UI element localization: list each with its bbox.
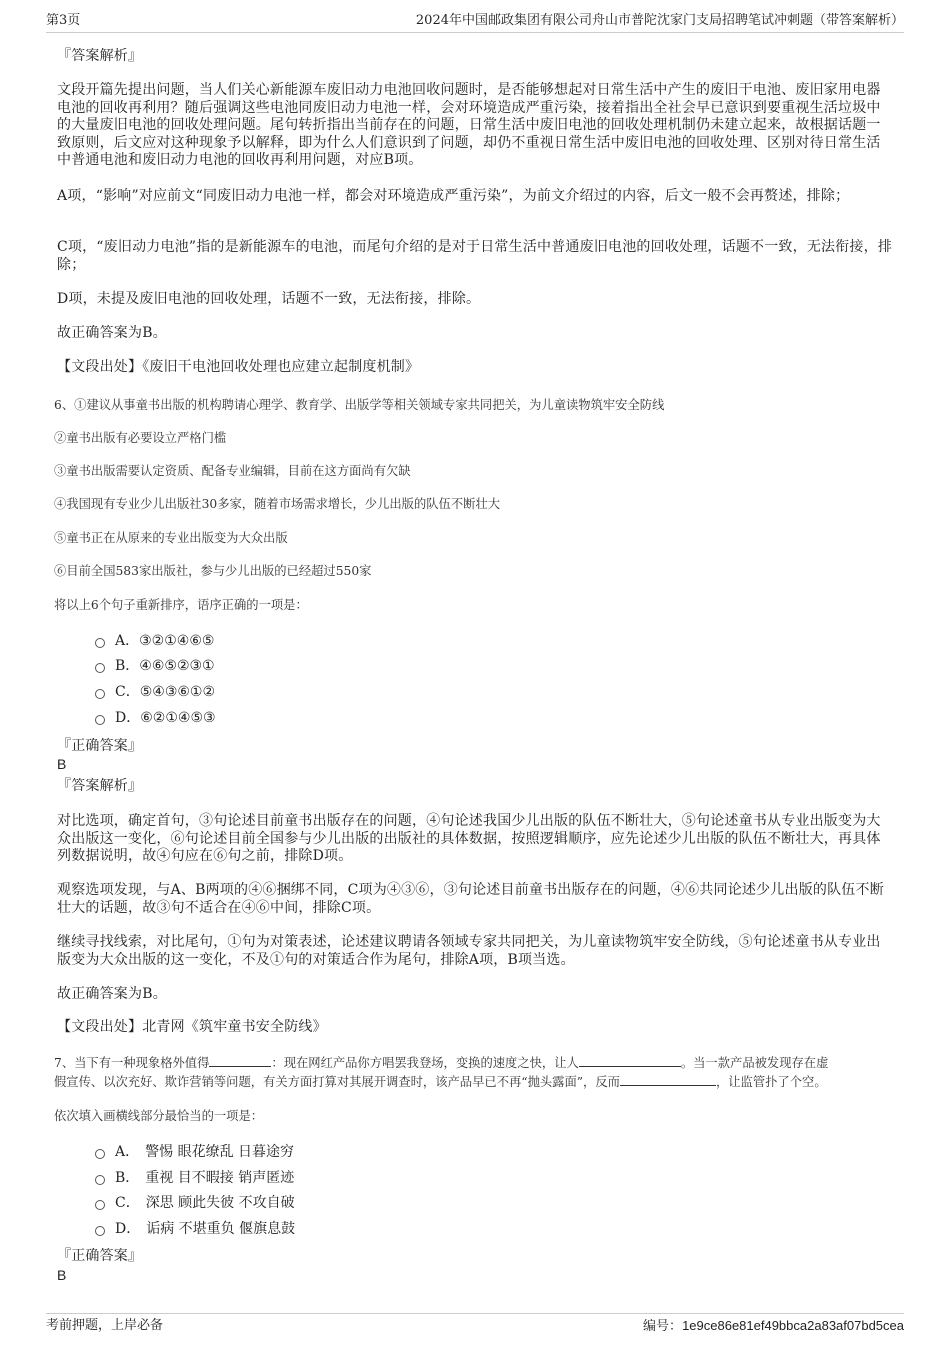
option-text: 深思 顾此失彼 不攻自破: [145, 1195, 295, 1211]
radio-icon[interactable]: [95, 1200, 105, 1210]
question-prompt: 将以上6个句子重新排序，语序正确的一项是：: [54, 598, 308, 612]
option-letter: D．: [115, 710, 141, 726]
option-b[interactable]: [95, 657, 595, 675]
sentence-item: ⑥目前全国583家出版社，参与少儿出版的已经超过550家: [54, 564, 372, 578]
conclusion: 故正确答案为B。: [57, 986, 167, 1002]
question-stem: [54, 1054, 894, 1092]
analysis-paragraph: 继续寻找线索，对比尾句，①句为对策表述，论述建议聘请各领域专家共同把关，为儿童读物筑牢安全防线，⑤句论述童书从专业出版变为大众出版的这一变化，不及①句的对策适合作为尾句，排除A项，B项当选。: [57, 934, 881, 968]
code-label: 编号：: [643, 1319, 683, 1334]
stem-part: ：现在网红产品你方唱罢我登场，变换的速度之快，让人: [271, 1056, 579, 1070]
radio-icon[interactable]: [95, 1226, 105, 1236]
stem-part: ，让监管扑了个空。: [715, 1075, 827, 1089]
page-footer: [46, 1313, 904, 1336]
option-c[interactable]: [95, 1194, 595, 1212]
stem-part: 7、当下有一种现象格外值得: [54, 1056, 210, 1070]
conclusion: 故正确答案为B。: [57, 325, 167, 341]
source-citation: 【文段出处】北青网《筑牢童书安全防线》: [57, 1019, 327, 1035]
footer-slogan: 考前押题，上岸必备: [46, 1318, 164, 1333]
question-stem: 6、①建议从事童书出版的机构聘请心理学、教育学、出版学等相关领域专家共同把关，为儿童读物筑牢安全防线: [54, 398, 665, 412]
sentence-item: ③童书出版需要认定资质、配备专业编辑，目前在这方面尚有欠缺: [54, 464, 411, 478]
option-text: 重视 目不暇接 销声匿迹: [145, 1170, 295, 1186]
option-d[interactable]: [95, 709, 595, 727]
radio-icon[interactable]: [95, 663, 105, 673]
stem-part: 假宣传、以次充好、欺诈营销等问题，有关方面打算对其展开调查时，该产品早已不再“抛头露面”，反而: [54, 1075, 620, 1089]
source-citation: 【文段出处】《废旧干电池回收处理也应建立起制度机制》: [57, 359, 420, 375]
document-title: 2024年中国邮政集团有限公司舟山市普陀沈家门支局招聘笔试冲刺题（带答案解析）: [415, 13, 904, 28]
radio-icon[interactable]: [95, 1149, 105, 1159]
answer-label: 『正确答案』: [57, 738, 143, 754]
option-a[interactable]: [95, 1143, 595, 1161]
option-text: ③②①④⑥⑤: [139, 633, 215, 649]
sentence-item: ④我国现有专业少儿出版社30多家，随着市场需求增长，少儿出版的队伍不断壮大: [54, 497, 501, 511]
option-letter: A．: [115, 633, 140, 649]
analysis-paragraph: C项，“废旧动力电池”指的是新能源车的电池，而尾句介绍的是对于日常生活中普通废旧电池的回收处理，话题不一致，无法衔接，排除；: [57, 239, 893, 273]
option-a[interactable]: [95, 632, 595, 650]
analysis-label: 『答案解析』: [57, 778, 143, 794]
page-number: 第3页: [46, 13, 81, 28]
option-b[interactable]: [95, 1169, 595, 1187]
radio-icon[interactable]: [95, 638, 105, 648]
analysis-paragraph: D项，未提及废旧电池的回收处理，话题不一致，无法衔接，排除。: [57, 291, 481, 307]
page-header: [46, 12, 904, 33]
answer-label: 『正确答案』: [57, 1248, 143, 1264]
document-code: [643, 1316, 904, 1337]
analysis-paragraph: 对比选项，确定首句，③句论述目前童书出版存在的问题，④句论述我国少儿出版的队伍不断壮大，⑤句论述童书从专业出版变为大众出版这一变化，⑥句论述目前全国参与少儿出版的出版社的具体数据，按照逻辑顺序，应先论述少儿出版的队伍不断壮大，再具体列数据说明，故④句应在⑥句之前，排除D项。: [57, 813, 881, 864]
sentence-item: ⑤童书正在从原来的专业出版变为大众出版: [54, 531, 288, 545]
fill-blank[interactable]: [620, 1073, 716, 1086]
option-text: 诟病 不堪重负 偃旗息鼓: [146, 1221, 296, 1237]
code-value: 1e9ce86e81ef49bbca2a83af07bd5cea: [682, 1318, 904, 1333]
option-letter: C．: [115, 1195, 140, 1211]
option-d[interactable]: [95, 1220, 595, 1238]
radio-icon[interactable]: [95, 689, 105, 699]
analysis-label: 『答案解析』: [57, 48, 143, 64]
option-letter: C．: [115, 684, 140, 700]
option-letter: D．: [115, 1221, 141, 1237]
option-text: ④⑥⑤②③①: [139, 658, 215, 674]
fill-blank[interactable]: [579, 1054, 681, 1067]
fill-blank[interactable]: [209, 1054, 271, 1067]
option-text: ⑥②①④⑤③: [140, 710, 216, 726]
option-c[interactable]: [95, 683, 595, 701]
radio-icon[interactable]: [95, 1175, 105, 1185]
radio-icon[interactable]: [95, 715, 105, 725]
stem-part: 。当一款产品被发现存在虚: [680, 1056, 829, 1070]
analysis-paragraph: A项，“影响”对应前文“同废旧动力电池一样，都会对环境造成严重污染”，为前文介绍过的内容，后文一般不会再赘述，排除；: [57, 188, 850, 204]
correct-answer: B: [57, 1267, 67, 1283]
option-text: 警惕 眼花缭乱 日暮途穷: [145, 1144, 295, 1160]
option-letter: B．: [115, 658, 140, 674]
question-prompt: 依次填入画横线部分最恰当的一项是：: [54, 1109, 264, 1123]
option-text: ⑤④③⑥①②: [139, 684, 216, 700]
correct-answer: B: [57, 756, 67, 772]
analysis-paragraph: 观察选项发现，与A、B两项的④⑥捆绑不同，C项为④③⑥，③句论述目前童书出版存在的问题，④⑥共同论述少儿出版的队伍不断壮大的话题，故③句不适合在④⑥中间，排除C项。: [57, 882, 884, 916]
sentence-item: ②童书出版有必要设立严格门槛: [54, 431, 227, 445]
option-letter: A．: [115, 1144, 140, 1160]
analysis-paragraph: 文段开篇先提出问题，当人们关心新能源车废旧动力电池回收问题时，是否能够想起对日常生活中产生的废旧干电池、废旧家用电器电池的回收再利用？随后强调这些电池同废旧动力电池一样，会对环境造成严重污染，接着指出全社会早已意识到要重视生活垃圾中的大量废旧电池的回收处理问题。尾句转折指出当前存在的问题，日常生活中废旧电池的回收处理机制仍未建立起来，故根据话题一致原则，后文应对这种现象予以解释，即为什么人们意识到了问题，却仍不重视日常生活中废旧电池的回收处理、区别对待日常生活中普通电池和废旧动力电池的回收再利用问题，对应B项。: [57, 82, 881, 168]
option-letter: B．: [115, 1170, 140, 1186]
